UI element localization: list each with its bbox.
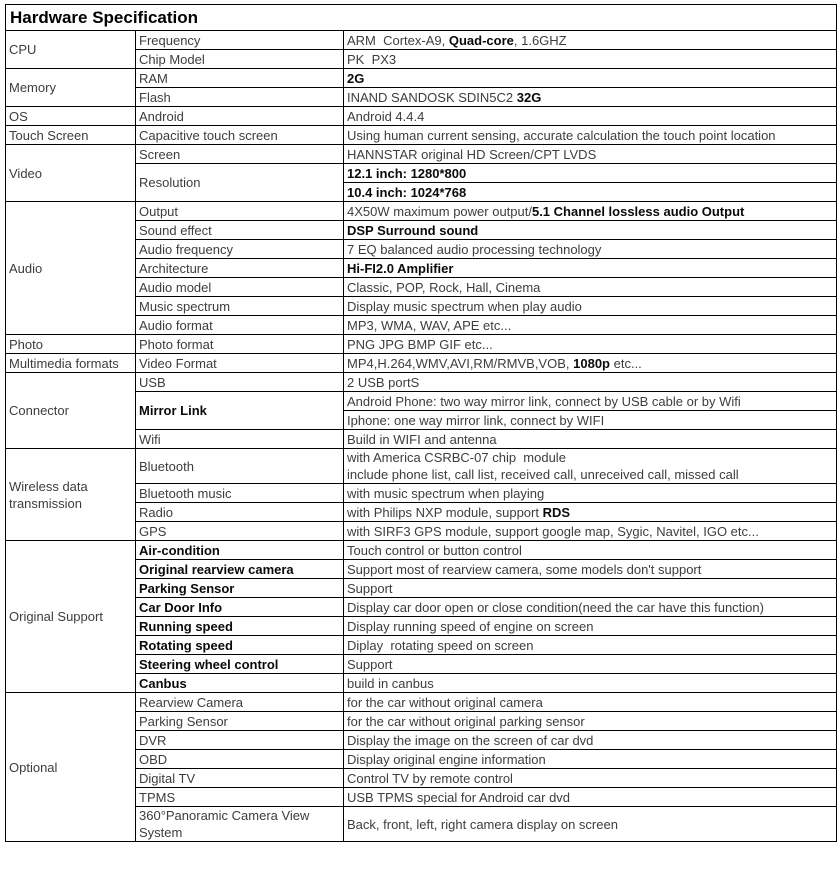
- hardware-spec-table: [5, 4, 837, 842]
- spec-value-line: USB TPMS special for Android car dvd: [347, 789, 571, 805]
- category-cell: Video: [6, 145, 136, 202]
- spec-value-cell: [344, 50, 837, 69]
- spec-label-cell: Sound effect: [136, 221, 344, 240]
- spec-label-cell: Parking Sensor: [136, 579, 344, 598]
- spec-value-cell: [344, 541, 837, 560]
- spec-value-line: Display car door open or close condition(need the car have this function): [347, 599, 764, 615]
- spec-value-cell: [344, 579, 837, 598]
- spec-value-cell: [344, 617, 837, 636]
- table-row: [6, 693, 837, 712]
- spec-value-line: 4X50W maximum power output/5.1 Channel lossless audio Output: [347, 203, 745, 219]
- spec-value-line: PNG JPG BMP GIF etc...: [347, 336, 493, 352]
- spec-value-cell: [344, 484, 837, 503]
- spec-value-cell: [344, 145, 837, 164]
- spec-table-body: [6, 5, 837, 842]
- spec-value-cell: [344, 183, 837, 202]
- spec-label-cell: RAM: [136, 69, 344, 88]
- spec-value-cell: [344, 297, 837, 316]
- spec-value-cell: [344, 278, 837, 297]
- spec-label-cell: 360°Panoramic Camera View System: [136, 807, 344, 842]
- spec-value-line: for the car without original camera: [347, 694, 543, 710]
- spec-value-cell: [344, 335, 837, 354]
- spec-value-cell: [344, 164, 837, 183]
- spec-value-cell: [344, 411, 837, 430]
- spec-value-line: Hi-FI2.0 Amplifier: [347, 260, 454, 276]
- spec-value-cell: [344, 674, 837, 693]
- spec-label-cell: Rearview Camera: [136, 693, 344, 712]
- spec-value-cell: [344, 221, 837, 240]
- spec-label-cell: Audio model: [136, 278, 344, 297]
- spec-value-line: Display running speed of engine on screen: [347, 618, 594, 634]
- spec-value-cell: [344, 807, 837, 842]
- category-cell: Connector: [6, 373, 136, 449]
- spec-value-cell: [344, 69, 837, 88]
- spec-label-cell: TPMS: [136, 788, 344, 807]
- spec-label-cell: Parking Sensor: [136, 712, 344, 731]
- spec-value-cell: [344, 655, 837, 674]
- spec-label-cell: Bluetooth: [136, 449, 344, 484]
- spec-value-line: 10.4 inch: 1024*768: [347, 184, 467, 200]
- spec-value-line: with America CSRBC-07 chip module: [347, 450, 566, 465]
- page-title: Hardware Specification: [6, 5, 837, 31]
- spec-value-line: Touch control or button control: [347, 542, 522, 558]
- spec-value-cell: [344, 769, 837, 788]
- spec-value-line: Iphone: one way mirror link, connect by WIFI: [347, 412, 605, 428]
- table-row: [6, 354, 837, 373]
- table-row: [6, 373, 837, 392]
- spec-value-line: with music spectrum when playing: [347, 485, 545, 501]
- spec-label-cell: Capacitive touch screen: [136, 126, 344, 145]
- spec-value-line: Using human current sensing, accurate calculation the touch point location: [347, 127, 776, 143]
- spec-value-line: Display music spectrum when play audio: [347, 298, 582, 314]
- spec-value-cell: [344, 560, 837, 579]
- spec-value-line: Android 4.4.4: [347, 108, 425, 124]
- table-row: [6, 126, 837, 145]
- table-row: [6, 335, 837, 354]
- spec-label-cell: Canbus: [136, 674, 344, 693]
- spec-value-line: Display the image on the screen of car dvd: [347, 732, 594, 748]
- spec-value-line: 12.1 inch: 1280*800: [347, 165, 467, 181]
- spec-label-cell: Chip Model: [136, 50, 344, 69]
- spec-label-cell: Photo format: [136, 335, 344, 354]
- spec-value-line: Support most of rearview camera, some models don't support: [347, 561, 702, 577]
- spec-value-line: build in canbus: [347, 675, 434, 691]
- spec-label-cell: GPS: [136, 522, 344, 541]
- spec-label-cell: Steering wheel control: [136, 655, 344, 674]
- spec-label-cell: Audio frequency: [136, 240, 344, 259]
- spec-label-cell: Air-condition: [136, 541, 344, 560]
- spec-value-cell: [344, 712, 837, 731]
- spec-label-cell: Flash: [136, 88, 344, 107]
- spec-value-line: Support: [347, 656, 393, 672]
- spec-value-line: Diplay rotating speed on screen: [347, 637, 534, 653]
- table-row: [6, 107, 837, 126]
- table-row: [6, 69, 837, 88]
- table-row: [6, 31, 837, 50]
- category-cell: Audio: [6, 202, 136, 335]
- spec-value-line: include phone list, call list, received call, unreceived call, missed call: [347, 467, 739, 482]
- category-cell: Touch Screen: [6, 126, 136, 145]
- spec-value-cell: [344, 354, 837, 373]
- spec-value-line: 2G: [347, 70, 365, 86]
- title-row: [6, 5, 837, 31]
- spec-value-cell: [344, 259, 837, 278]
- spec-value-line: MP3, WMA, WAV, APE etc...: [347, 317, 512, 333]
- spec-label-cell: USB: [136, 373, 344, 392]
- spec-value-cell: [344, 202, 837, 221]
- spec-value-cell: [344, 240, 837, 259]
- spec-value-cell: [344, 788, 837, 807]
- spec-value-line: for the car without original parking sensor: [347, 713, 585, 729]
- spec-label-cell: DVR: [136, 731, 344, 750]
- spec-value-cell: [344, 88, 837, 107]
- spec-label-cell: Radio: [136, 503, 344, 522]
- spec-label-cell: Frequency: [136, 31, 344, 50]
- spec-value-line: Support: [347, 580, 393, 596]
- spec-label-cell: Audio format: [136, 316, 344, 335]
- category-cell: OS: [6, 107, 136, 126]
- spec-value-line: Android Phone: two way mirror link, connect by USB cable or by Wifi: [347, 393, 741, 409]
- spec-value-line: ARM Cortex-A9, Quad-core, 1.6GHZ: [347, 32, 567, 48]
- table-row: [6, 145, 837, 164]
- spec-value-cell: [344, 731, 837, 750]
- spec-label-cell: OBD: [136, 750, 344, 769]
- spec-value-cell: [344, 373, 837, 392]
- table-row: [6, 541, 837, 560]
- category-cell: Optional: [6, 693, 136, 842]
- spec-value-line: MP4,H.264,WMV,AVI,RM/RMVB,VOB, 1080p etc...: [347, 355, 642, 371]
- spec-value-line: INAND SANDOSK SDIN5C2 32G: [347, 89, 542, 105]
- spec-value-line: DSP Surround sound: [347, 222, 479, 238]
- category-cell: CPU: [6, 31, 136, 69]
- spec-value-line: with Philips NXP module, support RDS: [347, 504, 571, 520]
- table-row: [6, 202, 837, 221]
- spec-value-cell: [344, 750, 837, 769]
- spec-value-line: Build in WIFI and antenna: [347, 431, 497, 447]
- spec-label-cell: Car Door Info: [136, 598, 344, 617]
- spec-label-cell: Music spectrum: [136, 297, 344, 316]
- spec-label-cell: Wifi: [136, 430, 344, 449]
- category-cell: Memory: [6, 69, 136, 107]
- spec-value-line: 2 USB portS: [347, 374, 420, 390]
- spec-value-line: Control TV by remote control: [347, 770, 513, 786]
- spec-value-cell: [344, 636, 837, 655]
- table-row: [6, 449, 837, 484]
- spec-value-cell: [344, 31, 837, 50]
- category-cell: Multimedia formats: [6, 354, 136, 373]
- spec-value-cell: [344, 392, 837, 411]
- category-cell: Photo: [6, 335, 136, 354]
- spec-value-cell: [344, 693, 837, 712]
- spec-label-cell: Bluetooth music: [136, 484, 344, 503]
- spec-value-line: 7 EQ balanced audio processing technology: [347, 241, 602, 257]
- spec-value-cell: [344, 126, 837, 145]
- spec-value-cell: [344, 449, 837, 484]
- spec-value-line: HANNSTAR original HD Screen/CPT LVDS: [347, 146, 597, 162]
- spec-label-cell: Original rearview camera: [136, 560, 344, 579]
- spec-label-cell: Mirror Link: [136, 392, 344, 430]
- spec-label-cell: Resolution: [136, 164, 344, 202]
- spec-label-cell: Digital TV: [136, 769, 344, 788]
- category-cell: Wireless data transmission: [6, 449, 136, 541]
- spec-label-cell: Output: [136, 202, 344, 221]
- spec-value-cell: [344, 316, 837, 335]
- spec-value-cell: [344, 430, 837, 449]
- spec-value-line: with SIRF3 GPS module, support google map, Sygic, Navitel, IGO etc...: [347, 523, 759, 539]
- category-cell: Original Support: [6, 541, 136, 693]
- spec-label-cell: Screen: [136, 145, 344, 164]
- spec-value-line: Back, front, left, right camera display on screen: [347, 816, 618, 832]
- spec-value-line: Classic, POP, Rock, Hall, Cinema: [347, 279, 541, 295]
- spec-label-cell: Video Format: [136, 354, 344, 373]
- spec-value-cell: [344, 107, 837, 126]
- spec-label-cell: Android: [136, 107, 344, 126]
- spec-label-cell: Architecture: [136, 259, 344, 278]
- spec-value-cell: [344, 598, 837, 617]
- spec-label-cell: Running speed: [136, 617, 344, 636]
- spec-value-line: Display original engine information: [347, 751, 546, 767]
- spec-label-cell: Rotating speed: [136, 636, 344, 655]
- spec-value-line: PK PX3: [347, 51, 397, 67]
- spec-value-cell: [344, 503, 837, 522]
- spec-value-cell: [344, 522, 837, 541]
